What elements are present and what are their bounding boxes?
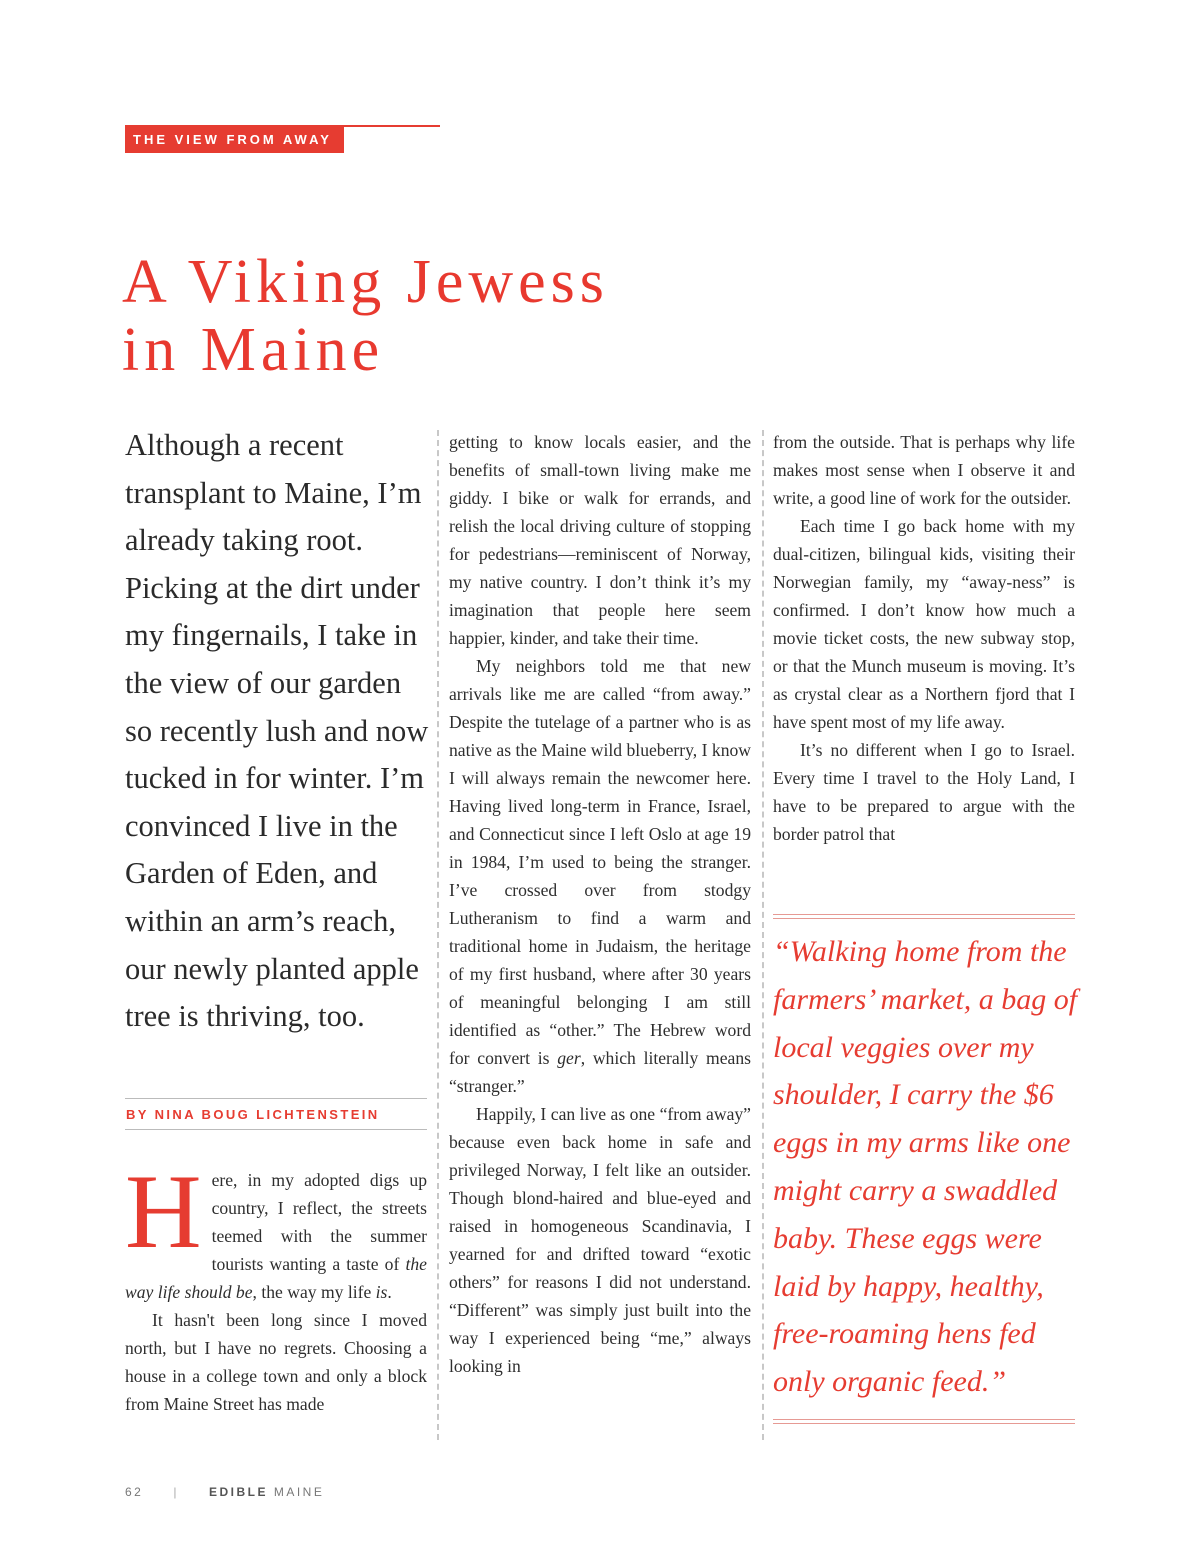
body-text: . [387,1282,392,1302]
title-line-1: A Viking Jewess [122,248,609,316]
column-divider [762,430,764,1440]
footer-separator: | [173,1485,179,1499]
page-footer [125,1482,324,1502]
byline-rule-bottom [125,1129,427,1130]
body-text: My neighbors told me that new arrivals like me are called “from away.” Despite the tutelage of a partner who is as native as the Maine wild blueberry, I know I will always remain the newcomer here. Having lived long-term in France, Israel, and Connecticut since I left Oslo at age 19 in 1984, I’m used to being the stranger. I’ve crossed over from stodgy Lutheranism to find a warm and traditional home in Judaism, the heritage of my first husband, where after 30 years of meaningful belonging I am still identified as “other.” The Hebrew word for convert is [449,656,751,1068]
body-column-1 [125,1153,427,1418]
title-line-2: in Maine [122,316,385,384]
byline: BY NINA BOUG LICHTENSTEIN [126,1107,380,1122]
pullquote: “Walking home from the farmers’ market, a bag of local veggies over my shoulder, I carry the $6 eggs in my arms like one might carry a swaddled baby. These eggs were laid by happy, healthy, free-roaming hens fed only organic feed.” [773,935,1078,1399]
column-divider [437,430,439,1440]
body-emphasis: the way life should be [125,1254,427,1302]
body-paragraph: It’s no different when I go to Israel. Every time I travel to the Holy Land, I have to be prepared to argue with the border patrol that [773,740,1075,844]
publication-name-light: MAINE [273,1485,325,1499]
body-paragraph: It hasn't been long since I moved north, but I have no regrets. Choosing a house in a college town and only a block from Maine Street has made [125,1310,427,1414]
drop-cap: H [125,1153,202,1270]
section-kicker: THE VIEW FROM AWAY [125,127,344,153]
body-column-2 [449,428,751,1380]
body-paragraph [449,652,751,1100]
body-text: , which literally means “stranger.” [449,1048,751,1096]
body-paragraph: getting to know locals easier, and the benefits of small-town living make me giddy. I bike or walk for errands, and relish the local driving culture of stopping for pedestrians—reminiscent of Norway, my native country. I don’t think it’s my imagination that people here seem happier, kinder, and take their time. [449,432,751,648]
body-paragraph: Each time I go back home with my dual-citizen, bilingual kids, visiting their Norwegian family, my “away-ness” is confirmed. I don’t know how much a movie ticket costs, the new subway stop, or that the Munch museum is moving. It’s as crystal clear as a Northern fjord that I have spent most of my life away. [773,516,1075,732]
body-paragraph: from the outside. That is perhaps why life makes most sense when I observe it and write, a good line of work for the outsider. [773,432,1075,508]
pullquote-rule-bottom [773,1419,1075,1424]
byline-rule-top [125,1098,427,1099]
body-paragraph: Happily, I can live as one “from away” because even back home in safe and privileged Norway, I felt like an outsider. Though blond-haired and blue-eyed and raised in homogeneous Scandinavia, I yearned for and drifted toward “exotic others” for reasons I did not understand. “Different” was simply just built into the way I experienced being “me,” always looking in [449,1104,751,1376]
page-number: 62 [125,1485,144,1499]
intro-deck: Although a recent transplant to Maine, I’m already taking root. Picking at the dirt under my fingernails, I take in the view of our garden so recently lush and now tucked in for winter. I’m convinced I live in the Garden of Eden, and within an arm’s reach, our newly planted apple tree is thriving, too. [125,428,429,1034]
body-column-3 [773,428,1075,848]
body-paragraph [125,1153,427,1306]
pullquote-rule-top [773,914,1075,919]
body-text: , the way my life [252,1282,376,1302]
body-emphasis: ger [557,1048,581,1068]
publication-name-bold: EDIBLE [208,1485,268,1499]
body-text: ere, in my adopted digs up country, I reflect, the streets teemed with the summer tourists wanting a taste of [211,1170,427,1274]
body-emphasis: is [375,1282,388,1302]
article-title [122,248,609,384]
